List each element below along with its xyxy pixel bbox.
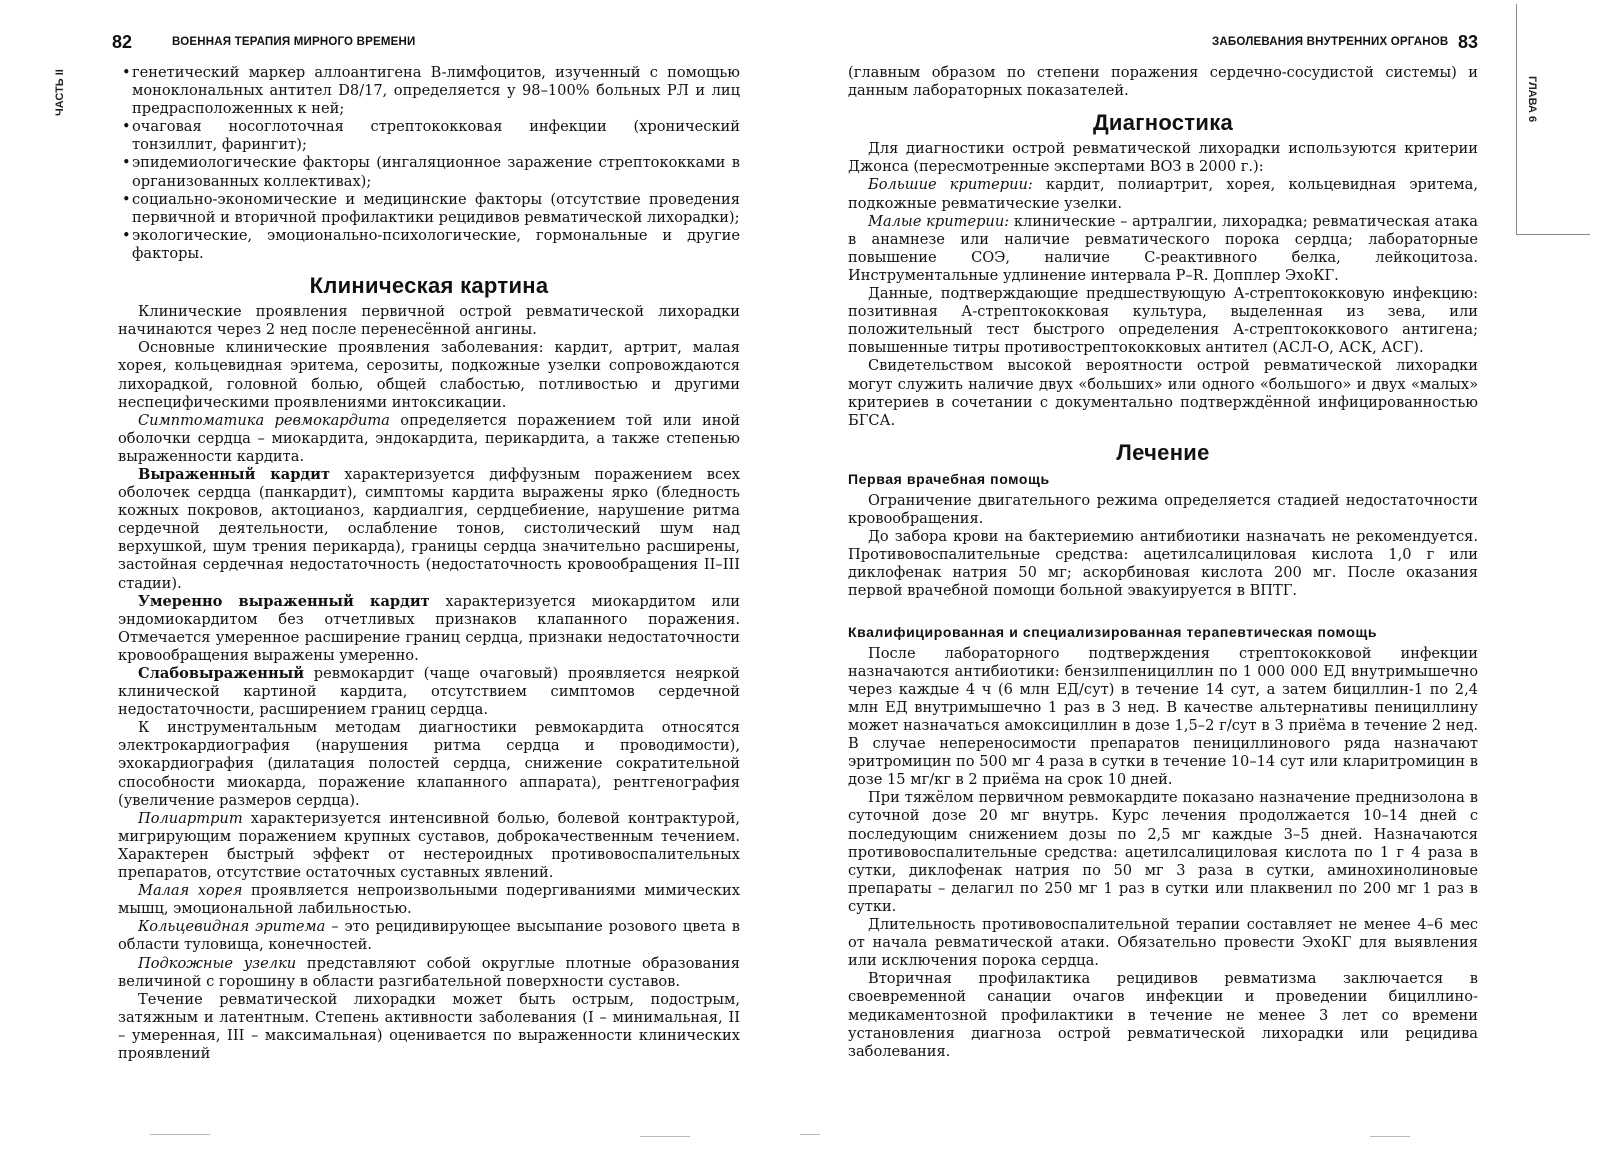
section-heading-treatment: Лечение <box>1116 439 1210 465</box>
left-page <box>0 0 790 1155</box>
subheading-specialized-care: Квалифицированная и специализированная терапевтическая помощь <box>848 623 1378 640</box>
paragraph: Малая хорея проявляется непроизвольными подергиваниями мимических мышц, эмоциональной лабильностью. <box>118 882 740 918</box>
paragraph: Длительность противовоспалительной терапии составляет не менее 4–6 мес от начала ревматической атаки. Обязательно провести ЭхоКГ для выявления или исключения порока сердца. <box>848 916 1478 970</box>
list-item: • генетический маркер аллоантигена B-лимфоцитов, изученный с помощью моноклональных антител D8/17, определяется у 98–100% больных РЛ и лиц предрасположенных к ней; <box>118 64 740 118</box>
paragraph: Данные, подтверждающие предшествующую А-стрептококковую инфекцию: позитивная А-стрептококковая культура, выделенная из зева, или положительный тест быстрого определения А-стрептококкового антигена; повышенные титры противострептококковых антител (АСЛ-О, АСК, АСГ). <box>848 285 1478 357</box>
list-item: • эпидемиологические факторы (ингаляционное заражение стрептококками в организованных коллективах); <box>118 154 740 190</box>
page-edge-line <box>1516 234 1590 235</box>
side-tab-chapter: ГЛАВА 6 <box>1526 76 1538 123</box>
running-head: ЗАБОЛЕВАНИЯ ВНУТРЕННИХ ОРГАНОВ <box>1212 36 1449 48</box>
paragraph: (главным образом по степени поражения сердечно-сосудистой системы) и данным лабораторных показателей. <box>848 64 1478 100</box>
page-number: 82 <box>112 32 133 52</box>
subheading-first-aid: Первая врачебная помощь <box>848 470 1050 487</box>
page-edge-line <box>1516 4 1517 234</box>
paragraph: Для диагностики острой ревматической лихорадки используются критерии Джонса (пересмотренные экспертами ВОЗ в 2000 г.): <box>848 140 1478 176</box>
side-tab-part: ЧАСТЬ II <box>54 69 66 116</box>
list-item: • очаговая носоглоточная стрептококковая инфекции (хронический тонзиллит, фарингит); <box>118 118 740 154</box>
paragraph: Симптоматика ревмокардита определяется поражением той или иной оболочки сердца – миокардита, эндокардита, перикардита, а также степенью выраженности кардита. <box>118 411 740 465</box>
term: Полиартрит <box>138 809 243 827</box>
paragraph: Полиартрит характеризуется интенсивной болью, болевой контрактурой, мигрирующим поражением крупных суставов, доброкачественным течением. Характерен быстрый эффект от нестероидных противовоспалительных препаратов, отсутствие остаточных суставных явлений. <box>118 809 740 882</box>
paragraph: Свидетельством высокой вероятности острой ревматической лихорадки могут служить наличие двух «больших» или одного «большого» и двух «малых» критериев в сочетании с документально подтверждённой инфицированностью БГСА. <box>848 357 1478 429</box>
term: Кольцевидная эритема <box>138 918 326 936</box>
paragraph: Основные клинические проявления заболевания: кардит, артрит, малая хорея, кольцевидная эритема, серозиты, подкожные узелки сопровождаются лихорадкой, головной болью, общей слабостью, потливостью и другими неспецифическими проявлениями интоксикации. <box>118 339 740 411</box>
paragraph: Подкожные узелки представляют собой округлые плотные образования величиной с горошину в области разгибательной поверхности суставов. <box>118 954 740 990</box>
scan-artifact <box>1370 1136 1410 1137</box>
paragraph: К инструментальным методам диагностики ревмокардита относятся электрокардиография (нарушения ритма сердца и проводимости), эхокардиография (дилатация полостей сердца, снижение сократительной способности миокарда, поражение клапанного аппарата), рентгенография (увеличение размеров сердца). <box>118 719 740 809</box>
paragraph: Вторичная профилактика рецидивов ревматизма заключается в своевременной санации очагов инфекции и проведении бициллино-медикаментозной профилактики в течение не менее 3 лет со времени установления диагноза острой ревматической лихорадки или рецидива заболевания. <box>848 970 1478 1060</box>
paragraph: До забора крови на бактериемию антибиотики назначать не рекомендуется. Противовоспалительные средства: ацетилсалициловая кислота 1,0 г или диклофенак натрия 50 мг; аскорбиновая кислота 200 мг. После оказания первой врачебной помощи больной эвакуируется в ВПТГ. <box>848 528 1478 600</box>
paragraph: Слабовыраженный ревмокардит (чаще очаговый) проявляется неяркой клинической картиной кардита, отсутствием симптомов сердечной недостаточности, расширением границ сердца. <box>118 665 740 719</box>
scan-artifact <box>640 1136 690 1137</box>
running-head: ВОЕННАЯ ТЕРАПИЯ МИРНОГО ВРЕМЕНИ <box>172 36 416 48</box>
term: Большие критерии: <box>868 176 1033 194</box>
section-heading-diagnostics: Диагностика <box>1092 110 1234 136</box>
left-column <box>118 64 740 1063</box>
paragraph: Выраженный кардит характеризуется диффузным поражением всех оболочек сердца (панкардит), симптомы кардита выражены ярко (бледность кожных покровов, актоцианоз, кардиалгия, сердцебиение, нарушение ритма сердечной деятельности, ослабление тонов, систолический шум над верхушкой, шум трения перикарда), границы сердца значительно расширены, застойная сердечная недостаточность (недостаточность кровообращения II–III стадии). <box>118 465 740 592</box>
term: Слабовыраженный <box>138 665 305 682</box>
paragraph: Умеренно выраженный кардит характеризуется миокардитом или эндомиокардитом без отчетливых признаков клапанного поражения. Отмечается умеренное расширение границ сердца, признаки недостаточности кровообращения выражены умеренно. <box>118 592 740 664</box>
section-heading-clinic: Клиническая картина <box>309 273 549 299</box>
page-number: 83 <box>1458 32 1479 52</box>
term: Симптоматика ревмокардита <box>138 411 390 429</box>
scan-artifact <box>150 1134 210 1135</box>
right-column <box>848 64 1478 1061</box>
paragraph: Течение ревматической лихорадки может быть острым, подострым, затяжным и латентным. Степень активности заболевания (I – минимальная, II – умеренная, III – максимальная) оценивается по выраженности клинических проявлений <box>118 990 740 1062</box>
paragraph: Кольцевидная эритема – это рецидивирующее высыпание розового цвета в области туловища, конечностей. <box>118 918 740 954</box>
term: Подкожные узелки <box>138 954 297 972</box>
list-item: • социально-экономические и медицинские факторы (отсутствие проведения первичной и вторичной профилактики рецидивов ревматической лихорадки); <box>118 191 740 227</box>
term: Умеренно выраженный кардит <box>138 592 430 610</box>
paragraph: После лабораторного подтверждения стрептококковой инфекции назначаются антибиотики: бензилпенициллин по 1 000 000 ЕД внутримышечно через каждые 4 ч (6 млн ЕД/сут) в течение 14 сут, а затем бициллин-1 по 2,4 млн ЕД внутримышечно 1 раз в 3 нед. В качестве альтернативы пенициллину может назначаться амоксициллин в дозе 1,5–2 г/сут в 3 приёма в течение 2 нед. В случае непереносимости препаратов пенициллинового ряда назначают эритромицин по 500 мг 4 раза в сутки в течение 10–14 сут или кларитромицин в дозе 15 мг/кг в 2 приёма на срок 10 дней. <box>848 644 1478 789</box>
list-item: • экологические, эмоционально-психологические, гормональные и другие факторы. <box>118 227 740 263</box>
paragraph: При тяжёлом первичном ревмокардите показано назначение преднизолона в суточной дозе 20 мг внутрь. Курс лечения продолжается 10–14 дней с последующим снижением дозы по 2,5 мг каждые 3–5 дней. Назначаются противовоспалительные средства: ацетилсалициловая кислота по 1 г 4 раза в сутки, диклофенак натрия по 50 мг 3 раза в сутки, аминохинолиновые препараты – делагил по 250 мг 1 раз в сутки или плаквенил по 200 мг 1 раз в сутки. <box>848 789 1478 915</box>
paragraph: Клинические проявления первичной острой ревматической лихорадки начинаются через 2 нед после перенесённой ангины. <box>118 303 740 339</box>
scan-artifact <box>800 1134 820 1135</box>
right-page <box>820 0 1600 1155</box>
term: Малые критерии: <box>868 212 1010 230</box>
paragraph: Большие критерии: кардит, полиартрит, хорея, кольцевидная эритема, подкожные ревматические узелки. <box>848 176 1478 212</box>
paragraph: Ограничение двигательного режима определяется стадией недостаточности кровообращения. <box>848 491 1478 528</box>
term: Выраженный кардит <box>138 465 331 483</box>
paragraph: Малые критерии: клинические – артралгии, лихорадка; ревматическая атака в анамнезе или наличие ревматического порока сердца; лабораторные повышение СОЭ, наличие С-реактивного белка, лейкоцитоза. Инструментальные удлинение интервала P–R. Допплер ЭхоКГ. <box>848 212 1478 284</box>
term: Малая хорея <box>138 882 243 900</box>
